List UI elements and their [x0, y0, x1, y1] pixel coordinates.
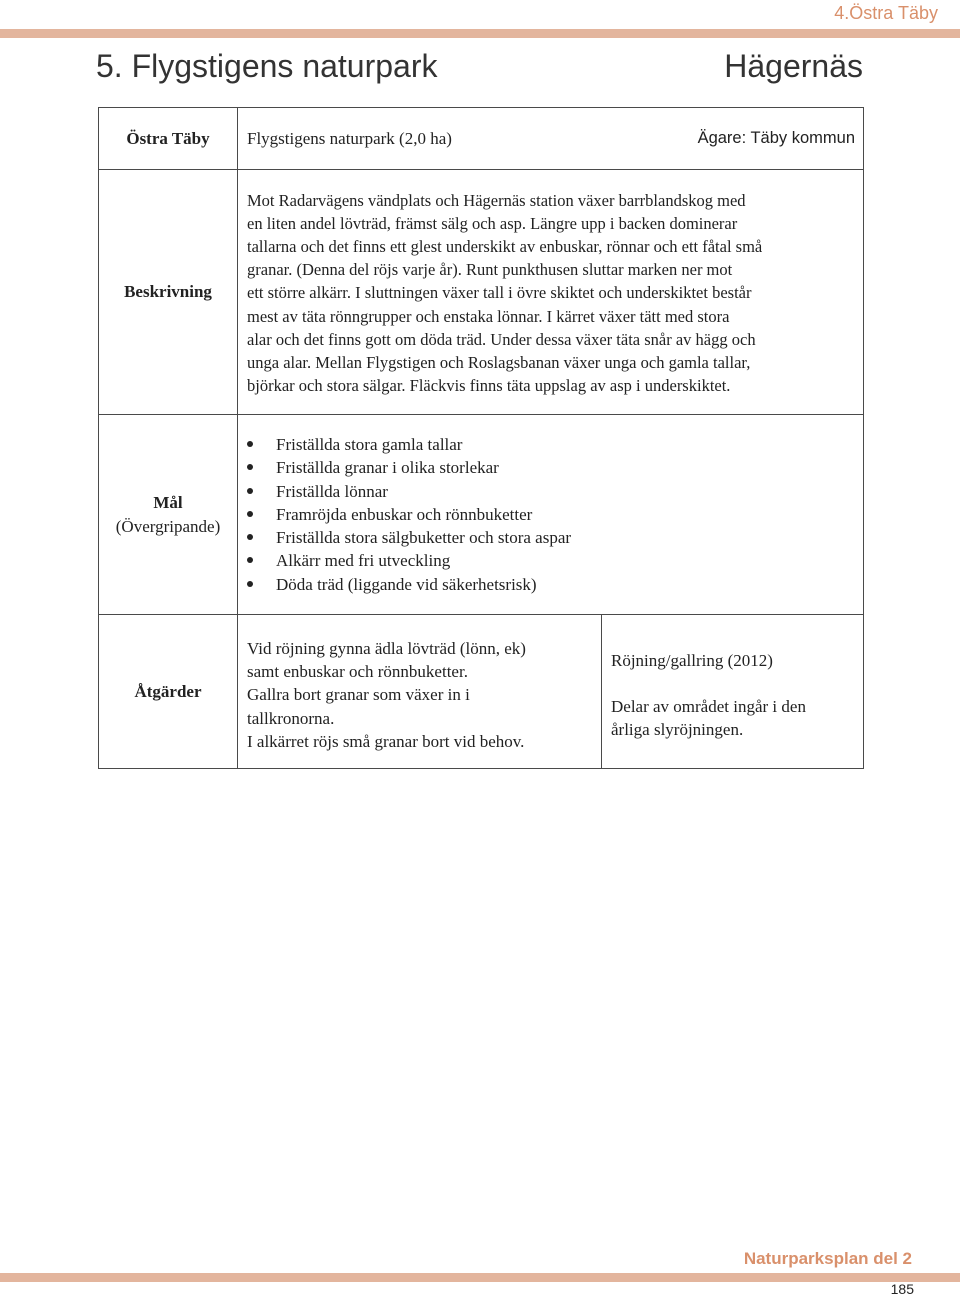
- goal-item: Alkärr med fri utveckling: [276, 549, 863, 572]
- goals-sublabel: (Övergripande): [115, 516, 221, 536]
- goals-list: [238, 419, 863, 609]
- description-cell: [238, 170, 864, 415]
- description-line: tallarna och det finns ett glest underskikt av enbuskar, rönnar och ett fåtal små: [247, 236, 763, 256]
- owner-label: Ägare: Täby kommun: [697, 128, 855, 147]
- goals-label-cell: [99, 415, 238, 615]
- description-line: alar och det finns gott om döda träd. Under dessa växer täta snår av hägg och: [247, 329, 756, 349]
- goal-item: Friställda lönnar: [276, 480, 863, 503]
- description-line: granar. (Denna del röjs varje år). Runt punkthusen sluttar marken ner mot: [247, 260, 733, 280]
- description-line: Mot Radarvägens vändplats och Hägernäs station växer barrblandskog med: [247, 190, 746, 210]
- action-line: tallkronorna.: [247, 708, 335, 728]
- actions-left-text: [238, 618, 601, 765]
- page-number: 185: [890, 1281, 914, 1297]
- footer-rule: [0, 1273, 960, 1282]
- description-line: ett större alkärr. I sluttningen växer tall i övre skiktet och underskiktet består: [247, 283, 752, 303]
- park-info-cell: [238, 108, 864, 170]
- goal-item: Friställda stora gamla tallar: [276, 433, 863, 456]
- header-rule: [0, 29, 960, 38]
- actions-right-heading: Röjning/gallring (2012): [611, 650, 773, 670]
- description-label: Beskrivning: [99, 170, 238, 415]
- page-title-row: [96, 48, 863, 85]
- park-name: Flygstigens naturpark (2,0 ha): [247, 128, 452, 148]
- goals-label: Mål: [153, 493, 183, 512]
- district-cell: Östra Täby: [99, 108, 238, 170]
- actions-row: [99, 615, 864, 769]
- footer-title: Naturparksplan del 2: [743, 1249, 912, 1268]
- running-head: 4.Östra Täby: [834, 3, 938, 23]
- area-name: Hägernäs: [724, 48, 863, 84]
- description-line: unga alar. Mellan Flygstigen och Roslagsbanan växer unga och gamla tallar,: [247, 353, 751, 372]
- actions-label: Åtgärder: [99, 615, 238, 769]
- action-line: I alkärret röjs små granar bort vid behov.: [247, 731, 525, 751]
- header-row: [99, 108, 864, 170]
- goals-cell: [238, 415, 864, 615]
- goal-item: Döda träd (liggande vid säkerhetsrisk): [276, 573, 863, 596]
- goals-row: [99, 415, 864, 615]
- action-line: Delar av området ingår i den: [611, 696, 806, 716]
- action-line: Vid röjning gynna ädla lövträd (lönn, ek): [247, 638, 526, 658]
- description-line: mest av täta rönngrupper och enstaka lönnar. I kärret växer tätt med stora: [247, 306, 730, 326]
- action-line: Gallra bort granar som växer in i: [247, 685, 470, 705]
- actions-right-text: [602, 630, 863, 754]
- actions-left-cell: [238, 615, 602, 769]
- description-row: [99, 170, 864, 415]
- description-text: [238, 171, 863, 414]
- action-line: årliga slyröjningen.: [611, 720, 744, 740]
- description-line: en liten andel lövträd, främst sälg och asp. Längre upp i backen dominerar: [247, 213, 738, 233]
- goal-item: Friställda stora sälgbuketter och stora aspar: [276, 526, 863, 549]
- park-plan-table: [98, 107, 864, 769]
- description-line: björkar och stora sälgar. Fläckvis finns täta uppslag av asp i underskiktet.: [247, 376, 731, 396]
- action-line: samt enbuskar och rönnbuketter.: [247, 662, 468, 682]
- goal-item: Framröjda enbuskar och rönnbuketter: [276, 503, 863, 526]
- page-title: 5. Flygstigens naturpark: [96, 48, 438, 84]
- goal-item: Friställda granar i olika storlekar: [276, 456, 863, 479]
- actions-right-cell: [602, 615, 864, 769]
